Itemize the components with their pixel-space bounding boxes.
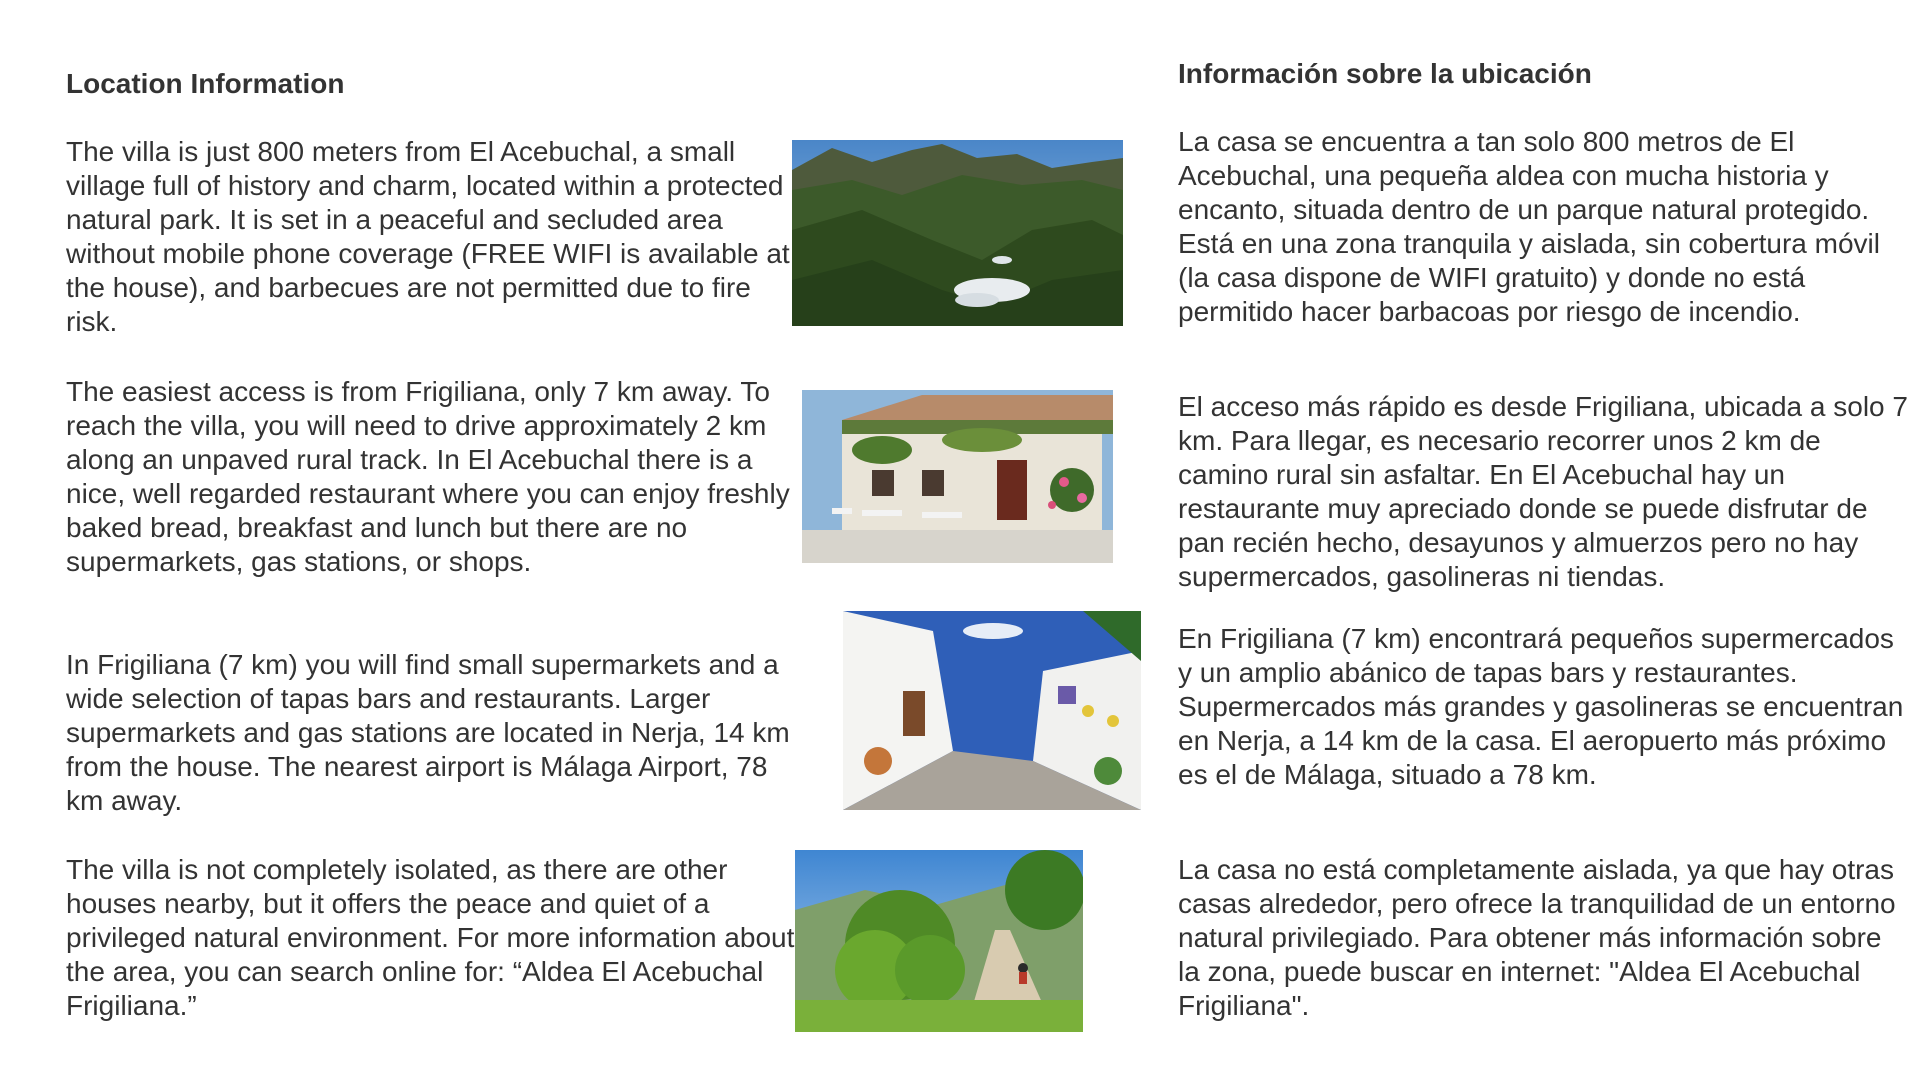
restaurant-terrace-photo (802, 390, 1113, 563)
paragraph-spanish: En Frigiliana (7 km) encontrará pequeños supermercados y un amplio abánico de tapas bars y restaurantes. Supermercados más grandes y gasolineras se encuentran en Nerja, a 14 km de la casa. El aeropuerto más próximo es el de Málaga, situado a 78 km. (1178, 623, 1904, 790)
heading-spanish: Información sobre la ubicación (1178, 58, 1592, 89)
countryside-path-photo (795, 850, 1083, 1032)
paragraph-english: In Frigiliana (7 km) you will find small supermarkets and a wide selection of tapas bars and restaurants. Larger supermarkets and gas stations are located in Nerja, 14 km from the house. The nearest airport is Málaga Airport, 78 km away. (66, 649, 790, 816)
paragraph-english: The villa is not completely isolated, as there are other houses nearby, but it offers the peace and quiet of a privileged natural environment. For more information about the area, you can search online for: “Aldea El Acebuchal Frigiliana.” (66, 854, 795, 1021)
mountain-village-photo (792, 140, 1123, 326)
paragraph-english: The easiest access is from Frigiliana, only 7 km away. To reach the villa, you will need to drive approximately 2 km along an unpaved rural track. In El Acebuchal there is a nice, well regarded restaurant where you can enjoy freshly baked bread, breakfast and lunch but there are no supermarkets, gas stations, or shops. (66, 376, 790, 577)
paragraph-spanish: La casa no está completamente aislada, ya que hay otras casas alrededor, pero ofrece la tranquilidad de un entorno natural privilegiado. Para obtener más información sobre la zona, puede buscar en internet: "Aldea El Acebuchal Frigiliana". (1178, 854, 1896, 1021)
heading-english: Location Information (66, 68, 345, 99)
paragraph-english: The villa is just 800 meters from El Acebuchal, a small village full of history and charm, located within a protected natural park. It is set in a peaceful and secluded area without mobile phone coverage (FREE WIFI is available at the house), and barbecues are not permitted due to fire risk. (66, 136, 790, 337)
white-village-street-photo (843, 611, 1141, 810)
paragraph-spanish: La casa se encuentra a tan solo 800 metros de El Acebuchal, una pequeña aldea con mucha historia y encanto, situada dentro de un parque natural protegido. Está en una zona tranquila y aislada, sin cobertura móvil (la casa dispone de WIFI gratuito) y donde no está permitido hacer barbacoas por riesgo de incendio. (1178, 126, 1880, 327)
paragraph-spanish: El acceso más rápido es desde Frigiliana, ubicada a solo 7 km. Para llegar, es necesario recorrer unos 2 km de camino rural sin asfaltar. En El Acebuchal hay un restaurante muy apreciado donde se puede disfrutar de pan recién hecho, desayunos y almuerzos pero no hay supermercados, gasolineras ni tiendas. (1178, 391, 1908, 592)
